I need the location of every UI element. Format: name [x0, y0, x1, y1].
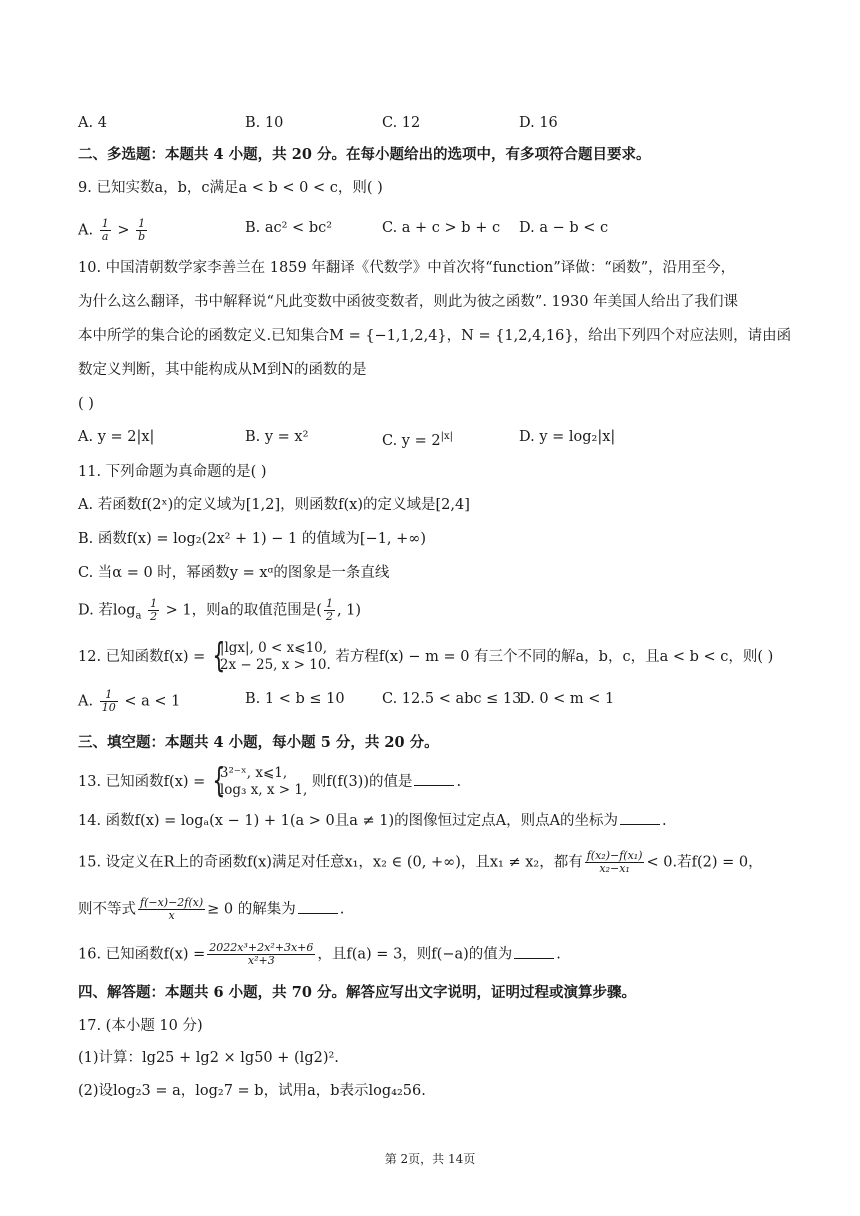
q11-d-prefix: D. 若log: [78, 602, 136, 619]
q11-option-a[interactable]: A. 若函数f(2ˣ)的定义域为[1,2]，则函数f(x)的定义域是[2,4]: [78, 497, 470, 513]
q15-frac1-num: f(x₂)−f(x₁): [586, 849, 643, 862]
q11-d-frac1-den: 2: [150, 610, 158, 623]
q13-end: .: [456, 774, 462, 790]
q9-a-fraction-1: [100, 218, 111, 243]
q11-option-c[interactable]: C. 当α = 0 时，幂函数y = xᵅ的图象是一条直线: [78, 565, 390, 581]
q10-option-b[interactable]: B. y = x²: [245, 429, 309, 445]
q16-prefix: 16. 已知函数f(x) =: [78, 946, 206, 963]
section2-header: 二、多选题：本题共 4 小题，共 20 分。在每小题给出的选项中，有多项符合题目要求。: [78, 146, 651, 163]
q15-line1-prefix: 15. 设定义在R上的奇函数f(x)满足对任意x₁，x₂ ∈ (0, +∞)，且x₁ ≠ x₂，都有: [78, 854, 583, 871]
section4-header: 四、解答题：本题共 6 小题，共 70 分。解答应写出文字说明，证明过程或演算步骤。: [78, 984, 636, 1001]
q11-d-middle: > 1，则a的取值范围是(: [165, 602, 322, 619]
q12-suffix: 若方程f(x) − m = 0 有三个不同的解a，b，c，且a < b < c，则( ): [335, 649, 774, 665]
q16-end: .: [556, 946, 561, 963]
q14-end: .: [662, 813, 667, 829]
q8-option-a[interactable]: A. 4: [78, 115, 107, 131]
q12-a-fraction: [100, 689, 118, 714]
q12-a-prefix: A.: [78, 693, 94, 710]
q9-a-frac1-den: a: [101, 230, 109, 243]
q10-option-c-exponent: |x|: [440, 431, 453, 442]
q16-fraction: [207, 942, 315, 967]
q15-line2-fraction: [138, 897, 205, 922]
q9-a-frac1-num: 1: [101, 217, 109, 230]
q16-frac-num: 2022x³+2x²+3x+6: [209, 941, 314, 954]
q12-stem: [78, 640, 773, 674]
q16-stem: [78, 942, 561, 967]
q12-a-frac-den: 10: [101, 701, 116, 714]
q11-d-frac2-num: 1: [325, 597, 333, 610]
page-footer: 第 2页，共 14页: [384, 1152, 476, 1166]
q10-line-4: 数定义判断，其中能构成从M到N的函数的是: [78, 362, 367, 378]
q13-prefix: 13. 已知函数f(x) =: [78, 774, 206, 790]
q17-title: 17. (本小题 10 分): [78, 1018, 203, 1034]
q11-d-log-base: a: [135, 610, 142, 622]
q9-option-a-prefix: A.: [78, 222, 94, 239]
q9-option-c[interactable]: C. a + c > b + c: [382, 220, 501, 236]
q9-option-a[interactable]: [78, 218, 149, 243]
q12-a-suffix: < a < 1: [124, 693, 181, 710]
q10-line-1: 10. 中国清朝数学家李善兰在 1859 年翻译《代数学》中首次将“function”译做：“函数”，沿用至今，: [78, 260, 736, 276]
q10-option-d[interactable]: D. y = log₂|x|: [519, 429, 616, 445]
q9-stem: 9. 已知实数a，b，c满足a < b < 0 < c，则( ): [78, 180, 383, 196]
q16-frac-den: x²+3: [247, 954, 275, 967]
q17-part-1: (1)计算：lg25 + lg2 × lg50 + (lg2)².: [78, 1050, 339, 1066]
q10-option-a[interactable]: A. y = 2|x|: [78, 429, 155, 445]
q12-piece-2: 2x − 25, x > 10.: [219, 657, 331, 673]
q12-prefix: 12. 已知函数f(x) =: [78, 649, 206, 665]
q11-d-fraction-1: [148, 598, 159, 623]
q9-option-d[interactable]: D. a − b < c: [519, 220, 609, 236]
q14-answer-blank[interactable]: [620, 810, 660, 825]
q11-stem: 11. 下列命题为真命题的是( ): [78, 464, 267, 480]
q13-answer-blank[interactable]: [414, 771, 454, 786]
q8-option-d[interactable]: D. 16: [519, 115, 558, 131]
q9-a-frac2-den: b: [138, 230, 146, 243]
q13-stem: [78, 765, 461, 799]
q11-d-frac2-den: 2: [325, 610, 333, 623]
q12-piecewise: [210, 640, 331, 674]
q13-suffix: 则f(f(3))的值是: [311, 774, 413, 790]
q17-part-2: (2)设log₂3 = a，log₂7 = b，试用a，b表示log₄₂56.: [78, 1083, 426, 1099]
q11-option-b[interactable]: B. 函数f(x) = log₂(2x² + 1) − 1 的值域为[−1, +∞): [78, 531, 427, 547]
q10-option-c-text: C. y = 2: [382, 432, 441, 449]
q10-line-3: 本中所学的集合论的函数定义.已知集合M = {−1,1,2,4}，N = {1,2,4,16}，给出下列四个对应法则，请由函: [78, 328, 792, 344]
q14-text: 14. 函数f(x) = logₐ(x − 1) + 1(a > 0且a ≠ 1)的图像恒过定点A，则点A的坐标为: [78, 813, 619, 829]
q10-line-5: ( ): [78, 396, 94, 412]
section3-header: 三、填空题：本题共 4 小题，每小题 5 分，共 20 分。: [78, 734, 439, 751]
q15-end: .: [339, 901, 345, 918]
q8-option-b[interactable]: B. 10: [245, 115, 284, 131]
q15-line1-suffix: < 0.若f(2) = 0，: [646, 854, 763, 871]
q16-answer-blank[interactable]: [514, 944, 554, 959]
q15-line2-prefix: 则不等式: [78, 901, 136, 918]
q15-answer-blank[interactable]: [298, 899, 338, 914]
q13-piece-1: { 3²⁻ˣ, x⩽1,: [219, 765, 288, 781]
q15-frac2-den: x: [168, 909, 175, 922]
q11-option-d[interactable]: [78, 598, 361, 626]
q15-frac1-den: x₂−x₁: [599, 862, 630, 875]
q9-option-b[interactable]: B. ac² < bc²: [245, 220, 333, 236]
q15-line-2: [78, 897, 344, 922]
q9-a-operator: >: [117, 222, 130, 239]
q12-piece-1: { |lgx|, 0 < x⩽10,: [219, 640, 328, 656]
q15-line-1: [78, 850, 763, 875]
q10-option-c[interactable]: [382, 427, 453, 451]
q12-option-a[interactable]: [78, 689, 180, 714]
q15-frac2-num: f(−x)−2f(x): [140, 896, 204, 909]
q13-piece-2: log₃ x, x > 1,: [219, 782, 308, 798]
q15-line1-fraction: [585, 850, 645, 875]
q12-a-frac-num: 1: [100, 689, 118, 702]
q9-a-fraction-2: [136, 218, 147, 243]
q9-a-frac2-num: 1: [136, 218, 147, 231]
q14-stem: [78, 810, 667, 831]
q11-d-frac1-num: 1: [150, 597, 158, 610]
q11-d-end: , 1): [336, 602, 362, 619]
q12-option-b[interactable]: B. 1 < b ≤ 10: [245, 691, 345, 707]
q11-d-fraction-2: [324, 598, 335, 623]
q10-line-2: 为什么这么翻译，书中解释说“凡此变数中函彼变数者，则此为彼之函数”. 1930 年美国人给出了我们课: [78, 294, 739, 310]
q16-suffix: ，且f(a) = 3，则f(−a)的值为: [317, 946, 513, 963]
q13-piecewise: [210, 765, 307, 799]
q8-option-c[interactable]: C. 12: [382, 115, 421, 131]
q15-line2-suffix: ≥ 0 的解集为: [207, 901, 296, 918]
q12-option-c[interactable]: C. 12.5 < abc ≤ 13: [382, 691, 522, 707]
q12-option-d[interactable]: D. 0 < m < 1: [519, 691, 615, 707]
